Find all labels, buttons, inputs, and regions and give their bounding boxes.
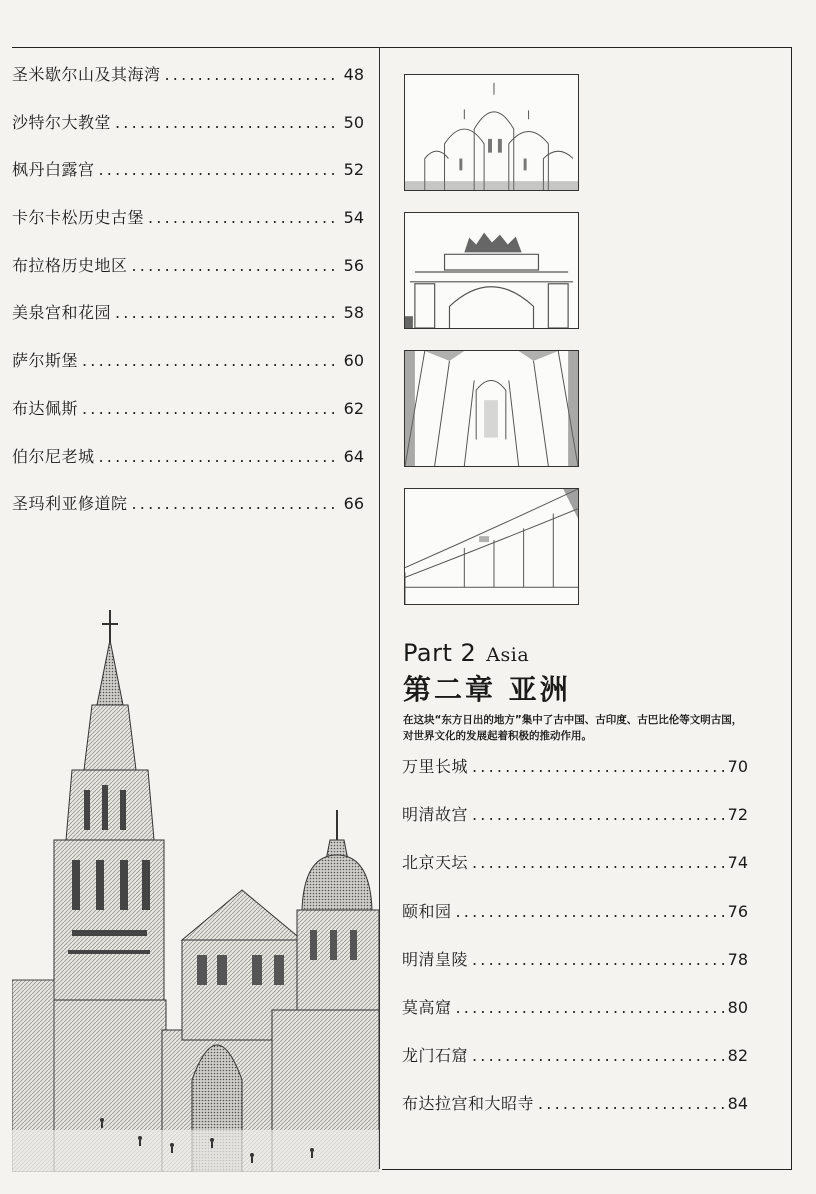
toc-item-label: 明清皇陵 [402, 949, 469, 969]
toc-leader-dots [82, 399, 340, 418]
toc-item[interactable] [12, 62, 364, 110]
toc-item-page: 64 [343, 446, 364, 466]
toc-item-page: 70 [727, 757, 748, 776]
frame-bottom-rule [382, 1169, 792, 1170]
frame-top-rule [12, 47, 791, 48]
chapter-description: 在这块“东方日出的地方”集中了古中国、古印度、古巴比伦等文明古国，对世界文化的发展起着积极的推动作用。 [403, 714, 743, 742]
toc-leader-dots [148, 208, 340, 227]
region-name-en: Asia [486, 644, 530, 666]
toc-right-list [402, 754, 748, 1140]
toc-item[interactable] [402, 802, 748, 850]
toc-item-label: 卡尔卡松历史古堡 [12, 208, 145, 228]
toc-item-label: 明清故宫 [402, 805, 469, 825]
toc-item[interactable] [12, 253, 364, 301]
toc-item[interactable] [12, 157, 364, 205]
toc-item-page: 80 [727, 997, 748, 1017]
toc-leader-dots [132, 256, 340, 275]
toc-item-label: 布达拉宫和大昭寺 [402, 1094, 535, 1114]
toc-item[interactable] [402, 1091, 748, 1139]
toc-item-page: 76 [727, 901, 748, 921]
toc-leader-dots [99, 160, 340, 179]
toc-item-page: 54 [343, 208, 364, 228]
toc-item-label: 伯尔尼老城 [12, 446, 95, 466]
part-label [403, 638, 773, 670]
cathedral-illustration [12, 610, 379, 1172]
toc-item-label: 圣米歇尔山及其海湾 [12, 65, 161, 84]
toc-item-page: 62 [343, 398, 364, 418]
toc-item[interactable] [12, 396, 364, 444]
toc-leader-dots [115, 113, 340, 132]
thumbnail-cathedral-domes [404, 74, 579, 191]
toc-item-page: 84 [727, 1094, 748, 1114]
toc-item[interactable] [402, 899, 748, 947]
toc-item-label: 龙门石窟 [402, 1046, 469, 1066]
toc-item[interactable] [402, 754, 748, 802]
toc-item-label: 枫丹白露宫 [12, 160, 95, 180]
toc-item-page: 66 [343, 494, 364, 514]
toc-item-page: 48 [343, 65, 364, 84]
toc-item[interactable] [402, 947, 748, 995]
toc-leader-dots [456, 998, 724, 1017]
toc-item-label: 萨尔斯堡 [12, 351, 79, 371]
toc-item[interactable] [402, 1043, 748, 1091]
toc-item[interactable] [12, 444, 364, 492]
toc-item[interactable] [12, 110, 364, 158]
toc-leader-dots [472, 853, 724, 872]
part-heading [403, 638, 773, 744]
part-number: Part 2 [403, 639, 477, 667]
toc-leader-dots [472, 757, 724, 776]
toc-item-label: 沙特尔大教堂 [12, 112, 112, 132]
toc-item[interactable] [12, 205, 364, 253]
toc-item[interactable] [12, 300, 364, 348]
toc-item-label: 颐和园 [402, 901, 452, 921]
toc-leader-dots [99, 447, 340, 466]
toc-leader-dots [82, 351, 340, 370]
toc-leader-dots [456, 902, 724, 921]
thumbnail-palace-colonnade [404, 488, 579, 605]
toc-leader-dots [132, 494, 340, 513]
column-divider [379, 47, 380, 1169]
thumbnail-gothic-nave [404, 350, 579, 467]
chapter-title: 第二章 亚洲 [403, 673, 571, 706]
toc-item-page: 82 [727, 1046, 748, 1066]
toc-item-page: 52 [343, 160, 364, 180]
toc-item-label: 布拉格历史地区 [12, 255, 128, 275]
toc-leader-dots [115, 303, 340, 322]
frame-right-rule [791, 47, 792, 1169]
toc-item[interactable] [12, 491, 364, 539]
toc-item-label: 北京天坛 [402, 853, 469, 873]
toc-leader-dots [472, 950, 724, 969]
toc-item[interactable] [402, 850, 748, 898]
toc-leader-dots [472, 1046, 724, 1065]
toc-left-list [12, 62, 364, 539]
toc-item-page: 72 [727, 805, 748, 825]
toc-item-page: 74 [727, 853, 748, 873]
toc-item-page: 78 [727, 949, 748, 969]
toc-leader-dots [472, 805, 724, 824]
toc-item-page: 60 [343, 351, 364, 371]
toc-leader-dots [538, 1094, 724, 1113]
toc-item-label: 莫高窟 [402, 997, 452, 1017]
toc-item[interactable] [12, 348, 364, 396]
toc-item-label: 圣玛利亚修道院 [12, 494, 128, 514]
toc-item-page: 50 [343, 112, 364, 132]
toc-item-page: 58 [343, 303, 364, 323]
toc-item-page: 56 [343, 255, 364, 275]
toc-item-label: 美泉宫和花园 [12, 303, 112, 323]
toc-item[interactable] [402, 995, 748, 1043]
thumbnail-triumphal-arch [404, 212, 579, 329]
toc-item-label: 万里长城 [402, 757, 469, 776]
toc-leader-dots [165, 65, 340, 84]
toc-item-label: 布达佩斯 [12, 398, 79, 418]
